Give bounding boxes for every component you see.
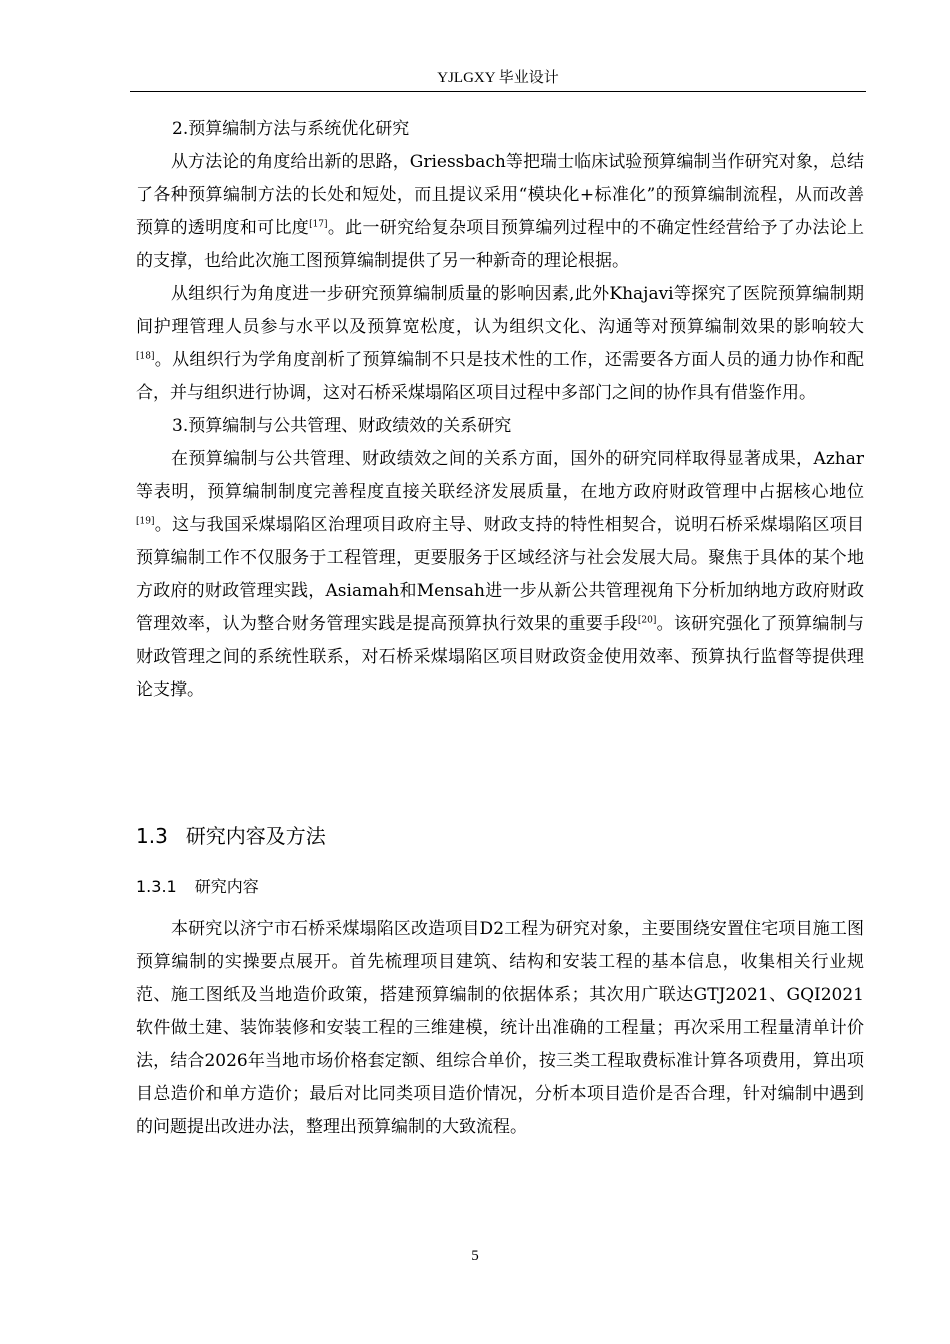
paragraph-azhar xyxy=(136,443,864,707)
citation-20[interactable]: [20] xyxy=(637,615,657,626)
paragraph-text-tail: 。从组织行为学角度剖析了预算编制不只是技术性的工作，还需要各方面人员的通力协作和配合，并与组织进行协调，这对石桥采煤塌陷区项目过程中多部门之间的协作具有借鉴作用。 xyxy=(136,350,864,403)
subsection-title-text: 研究内容 xyxy=(194,877,259,896)
paragraph-text: 从方法论的角度给出新的思路，Griessbach等把瑞士临床试验预算编制当作研究对象，总结了各种预算编制方法的长处和短处，而且提议采用“模块化+标准化”的预算编制流程，从而改善预算的透明度和可比度 xyxy=(136,152,864,238)
subheading-methods: 2.预算编制方法与系统优化研究 xyxy=(172,119,410,139)
running-header: YJLGXY 毕业设计 xyxy=(437,70,559,86)
section-title-text: 研究内容及方法 xyxy=(185,824,326,848)
paragraph-text: 从组织行为角度进一步研究预算编制质量的影响因素,此外Khajavi等探究了医院预算编制期间护理管理人员参与水平以及预算宽松度，认为组织文化、沟通等对预算编制效果的影响较大 xyxy=(136,284,864,337)
paragraph-text: 在预算编制与公共管理、财政绩效之间的关系方面，国外的研究同样取得显著成果，Azhar等表明，预算编制制度完善程度直接关联经济发展质量，在地方政府财政管理中占据核心地位 xyxy=(136,449,864,502)
subheading-public-management: 3.预算编制与公共管理、财政绩效的关系研究 xyxy=(172,416,512,436)
paragraph-text-mid: 。这与我国采煤塌陷区治理项目政府主导、财政支持的特性相契合，说明石桥采煤塌陷区项目预算编制工作不仅服务于工程管理，更要服务于区域经济与社会发展大局。聚焦于具体的某个地方政府的财政管理实践，Asiamah和Mensah进一步从新公共管理视角下分析加纳地方政府财政管理效率，认为整合财务管理实践是提高预算执行效果的重要手段 xyxy=(136,515,864,634)
subsection-title-1-3-1 xyxy=(136,875,259,899)
subsection-number: 1.3.1 xyxy=(136,877,177,896)
section-number: 1.3 xyxy=(136,824,168,848)
body-text-upper xyxy=(136,113,864,707)
body-text-lower xyxy=(136,913,864,1144)
citation-19[interactable]: [19] xyxy=(136,516,155,527)
paragraph-text-tail: 。此一研究给复杂项目预算编列过程中的不确定性经营给予了办法论上的支撑，也给此次施工图预算编制提供了另一种新奇的理论根据。 xyxy=(136,218,865,271)
section-title-1-3 xyxy=(136,822,326,850)
citation-17[interactable]: [17] xyxy=(309,219,328,230)
citation-18[interactable]: [18] xyxy=(136,351,155,362)
paragraph-khajavi xyxy=(136,278,864,410)
page-number: 5 xyxy=(471,1248,479,1264)
header-rule xyxy=(130,91,866,92)
paragraph-text-tail: 。该研究强化了预算编制与财政管理之间的系统性联系，对石桥采煤塌陷区项目财政资金使用效率、预算执行监督等提供理论支撑。 xyxy=(136,614,865,700)
paragraph-griessbach xyxy=(136,146,864,278)
paragraph-research-content: 本研究以济宁市石桥采煤塌陷区改造项目D2工程为研究对象，主要围绕安置住宅项目施工图预算编制的实操要点展开。首先梳理项目建筑、结构和安装工程的基本信息，收集相关行业规范、施工图纸及当地造价政策，搭建预算编制的依据体系；其次用广联达GTJ2021、GQI2021软件做土建、装饰装修和安装工程的三维建模，统计出准确的工程量；再次采用工程量清单计价法，结合2026年当地市场价格套定额、组综合单价，按三类工程取费标准计算各项费用，算出项目总造价和单方造价；最后对比同类项目造价情况，分析本项目造价是否合理，针对编制中遇到的问题提出改进办法，整理出预算编制的大致流程。 xyxy=(136,919,864,1137)
